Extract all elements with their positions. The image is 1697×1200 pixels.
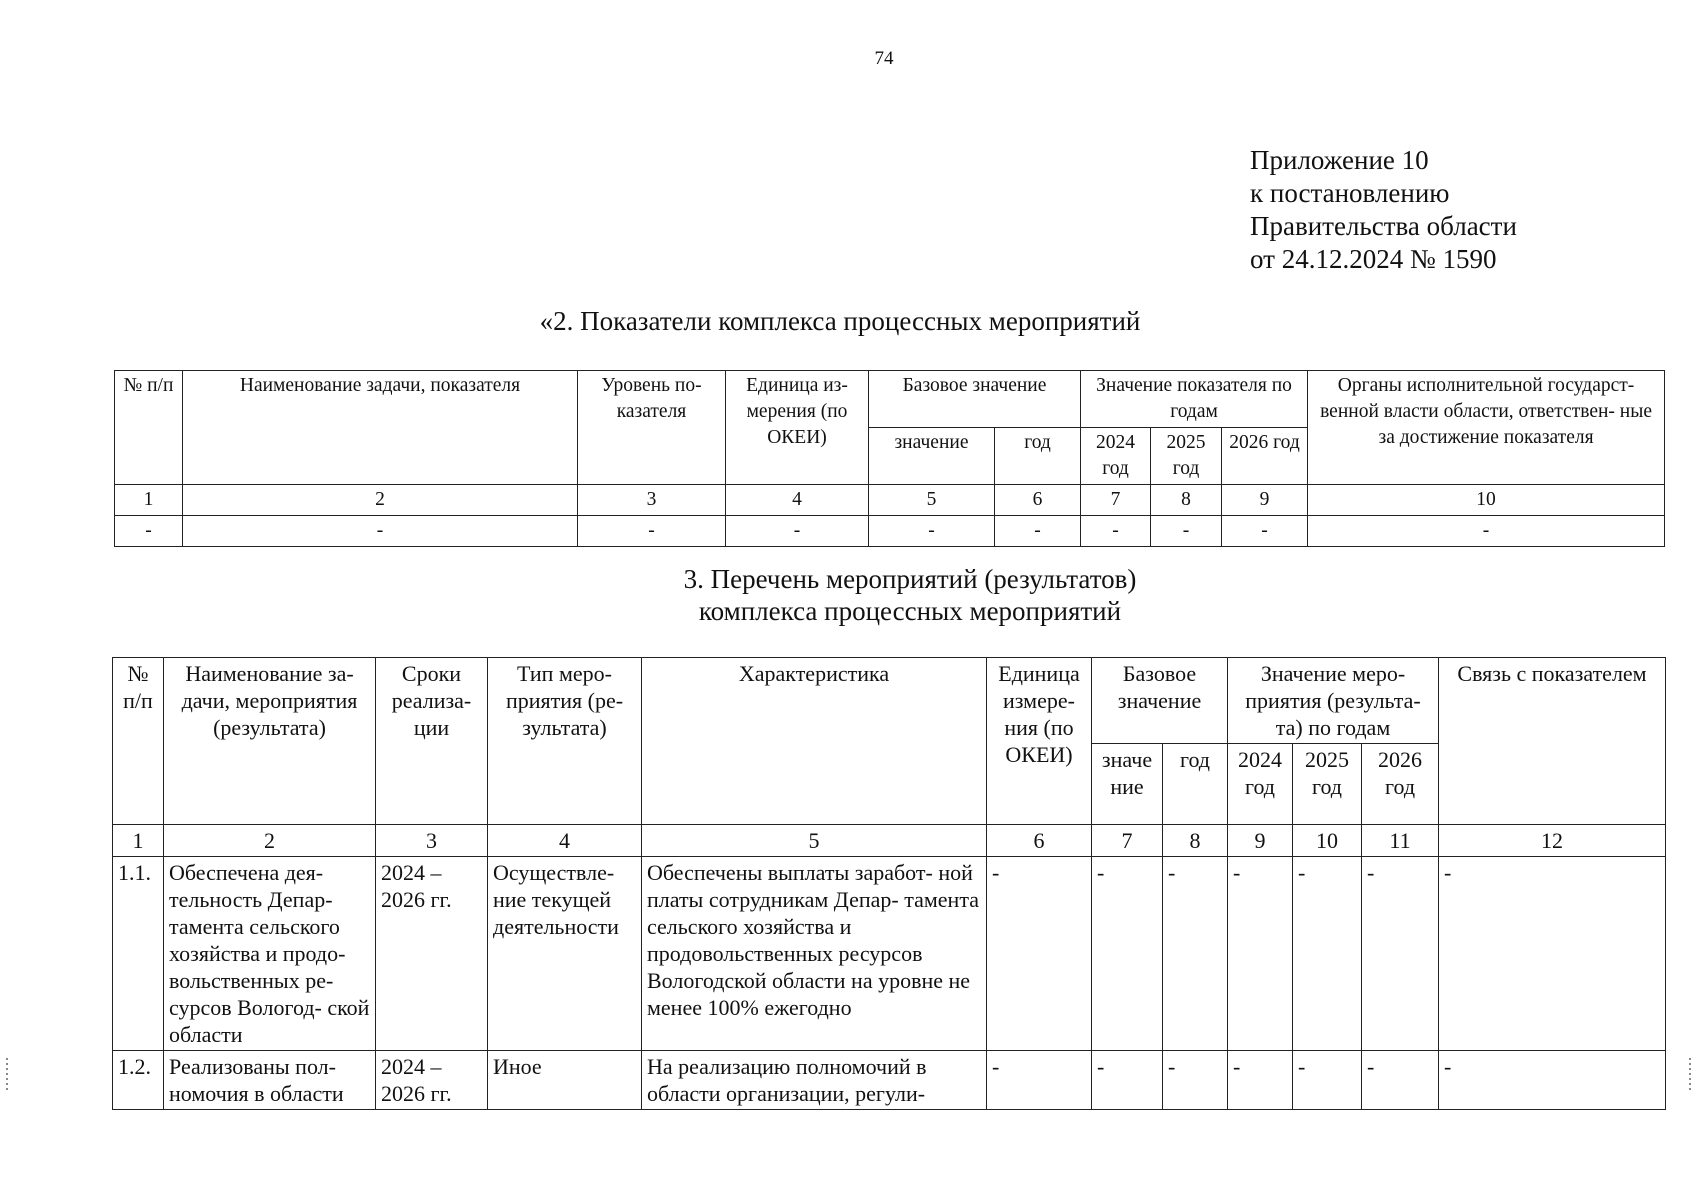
section-3-title (560, 563, 1260, 627)
row-base-year: - (1163, 1051, 1228, 1110)
scan-mark-left (6, 1058, 8, 1092)
column-numbers-row (113, 825, 1666, 857)
row-link: - (1439, 857, 1666, 1051)
table-cell: - (726, 516, 869, 547)
column-number: 2 (183, 485, 578, 516)
table-row (113, 1051, 1666, 1110)
column-number: 4 (488, 825, 642, 857)
col-base-value-header: значе ние (1092, 744, 1163, 825)
col-num-header: № п/п (113, 658, 164, 825)
col-2024-header: 2024 год (1081, 428, 1151, 485)
row-2024: - (1228, 1051, 1293, 1110)
row-base-value: - (1092, 1051, 1163, 1110)
col-base-header: Базовое значение (1092, 658, 1228, 744)
col-terms-header: Сроки реализа- ции (376, 658, 488, 825)
appendix-line: Приложение 10 (1250, 145, 1429, 175)
column-number: 6 (995, 485, 1081, 516)
row-2026: - (1362, 857, 1439, 1051)
col-organs-header: Органы исполнительной государст- венной власти области, ответствен- ные за достижение показателя (1308, 371, 1665, 485)
table-row (113, 857, 1666, 1051)
table-cell: - (183, 516, 578, 547)
table-cell: - (1222, 516, 1308, 547)
column-number: 8 (1151, 485, 1222, 516)
row-num: 1.2. (113, 1051, 164, 1110)
col-years-header: Значение показателя по годам (1081, 371, 1308, 428)
col-level-header: Уровень по- казателя (578, 371, 726, 485)
column-number: 11 (1362, 825, 1439, 857)
col-unit-header: Единица из- мерения (по ОКЕИ) (726, 371, 869, 485)
appendix-line: от 24.12.2024 № 1590 (1250, 244, 1497, 274)
table-cell: - (869, 516, 995, 547)
column-number: 12 (1439, 825, 1666, 857)
appendix-line: к постановлению (1250, 178, 1450, 208)
column-number: 1 (113, 825, 164, 857)
page-number: 74 (874, 48, 894, 69)
row-2025: - (1293, 1051, 1362, 1110)
col-unit-header: Единица измере- ния (по ОКЕИ) (987, 658, 1092, 825)
col-type-header: Тип меро- приятия (ре- зультата) (488, 658, 642, 825)
column-number: 2 (164, 825, 376, 857)
table-cell: - (1081, 516, 1151, 547)
row-name: Реализованы пол- номочия в области (164, 1051, 376, 1110)
col-years-header: Значение меро- приятия (результа- та) по годам (1228, 658, 1439, 744)
column-number: 5 (869, 485, 995, 516)
column-number: 1 (115, 485, 183, 516)
column-number: 6 (987, 825, 1092, 857)
appendix-line: Правительства области (1250, 211, 1517, 241)
row-2024: - (1228, 857, 1293, 1051)
row-base-value: - (1092, 857, 1163, 1051)
col-2026-header: 2026 год (1222, 428, 1308, 485)
col-base-year-header: год (995, 428, 1081, 485)
col-num-header: № п/п (115, 371, 183, 485)
row-type: Иное (488, 1051, 642, 1110)
row-2026: - (1362, 1051, 1439, 1110)
column-number: 10 (1308, 485, 1665, 516)
col-2026-header: 2026 год (1362, 744, 1439, 825)
column-number: 5 (642, 825, 987, 857)
row-2025: - (1293, 857, 1362, 1051)
row-characteristic: На реализацию полномочий в области организации, регули- (642, 1051, 987, 1110)
col-name-header: Наименование за- дачи, мероприятия (результата) (164, 658, 376, 825)
column-number: 7 (1081, 485, 1151, 516)
column-number: 3 (376, 825, 488, 857)
row-unit: - (987, 857, 1092, 1051)
row-terms: 2024 – 2026 гг. (376, 1051, 488, 1110)
appendix-block (1250, 144, 1517, 276)
col-2025-header: 2025 год (1151, 428, 1222, 485)
table-cell: - (1308, 516, 1665, 547)
col-2024-header: 2024 год (1228, 744, 1293, 825)
column-number: 3 (578, 485, 726, 516)
table-cell: - (1151, 516, 1222, 547)
scan-mark-right (1689, 1058, 1691, 1092)
column-number: 9 (1222, 485, 1308, 516)
table-cell: - (578, 516, 726, 547)
section-3-title-line: 3. Перечень мероприятий (результатов) (683, 564, 1137, 594)
table-cell: - (995, 516, 1081, 547)
activities-table (112, 657, 1666, 1110)
row-terms: 2024 – 2026 гг. (376, 857, 488, 1051)
column-number: 9 (1228, 825, 1293, 857)
column-number: 8 (1163, 825, 1228, 857)
table-header-row (115, 371, 1665, 428)
table-row (115, 516, 1665, 547)
row-link: - (1439, 1051, 1666, 1110)
indicators-table (114, 370, 1665, 547)
column-number: 10 (1293, 825, 1362, 857)
col-base-header: Базовое значение (869, 371, 1081, 428)
row-unit: - (987, 1051, 1092, 1110)
section-3-title-line: комплекса процессных мероприятий (698, 596, 1122, 626)
table-header-row (113, 658, 1666, 744)
section-2-title: «2. Показатели комплекса процессных мероприятий (539, 306, 1141, 336)
column-number: 4 (726, 485, 869, 516)
col-2025-header: 2025 год (1293, 744, 1362, 825)
row-base-year: - (1163, 857, 1228, 1051)
col-base-value-header: значение (869, 428, 995, 485)
table-cell: - (115, 516, 183, 547)
col-name-header: Наименование задачи, показателя (183, 371, 578, 485)
row-num: 1.1. (113, 857, 164, 1051)
column-number: 7 (1092, 825, 1163, 857)
row-name: Обеспечена дея- тельность Депар- тамента сельского хозяйства и продо- вольственных ре- сурсов Вологод- ской области (164, 857, 376, 1051)
col-characteristic-header: Характеристика (642, 658, 987, 825)
col-link-header: Связь с показателем (1439, 658, 1666, 825)
row-characteristic: Обеспечены выплаты заработ- ной платы сотрудникам Депар- тамента сельского хозяйства и продовольственных ресурсов Вологодской области на уровне не менее 100% ежегодно (642, 857, 987, 1051)
row-type: Осуществле- ние текущей деятельности (488, 857, 642, 1051)
col-base-year-header: год (1163, 744, 1228, 825)
column-numbers-row (115, 485, 1665, 516)
